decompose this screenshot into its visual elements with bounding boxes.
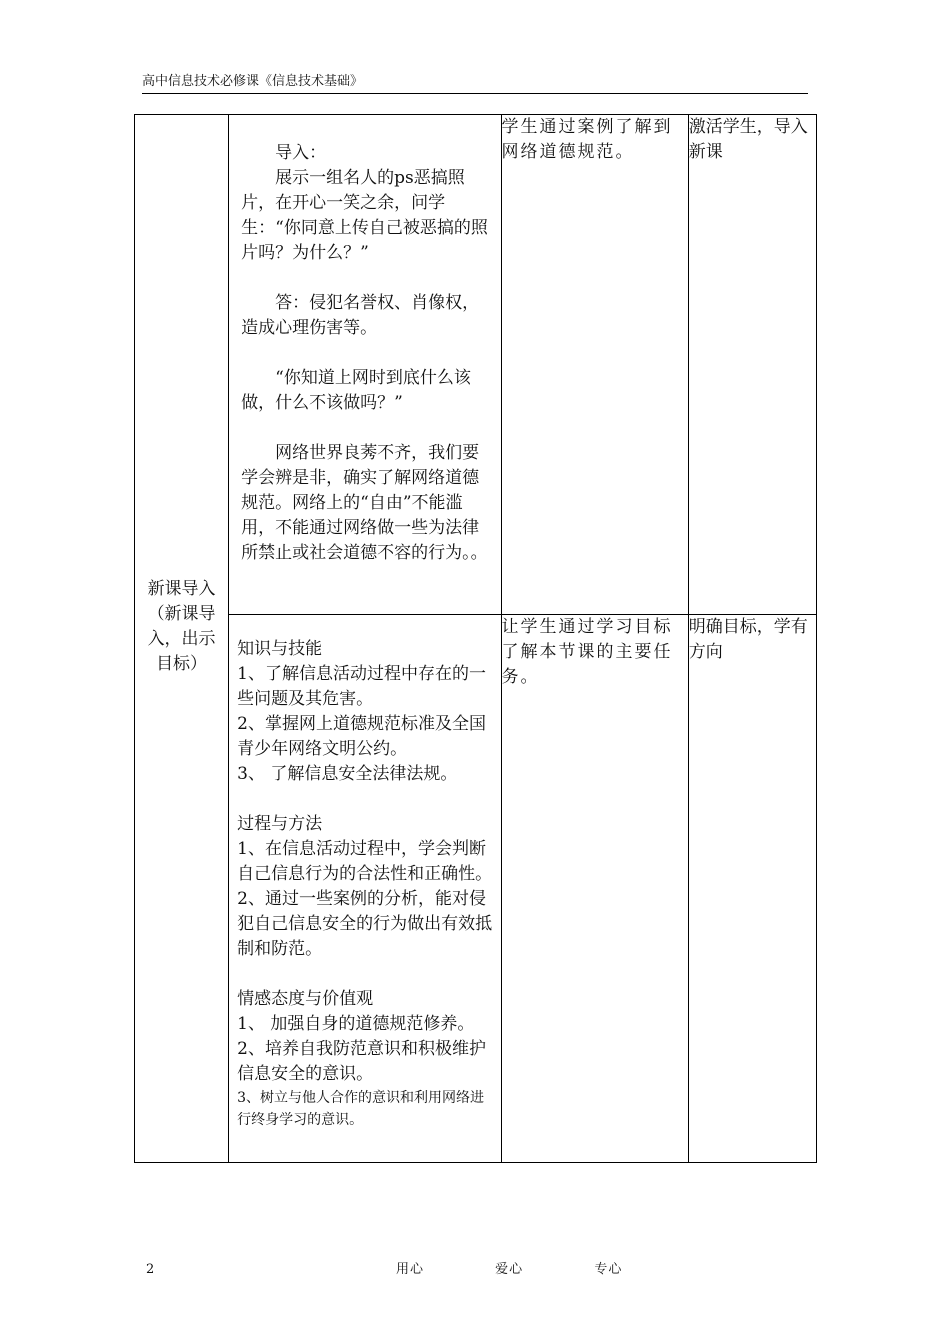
goal-heading: 情感态度与价值观 <box>237 989 374 1009</box>
goal-heading: 过程与方法 <box>237 814 323 834</box>
design-purpose-text: 激活学生，导入新课 <box>688 117 808 162</box>
intro-paragraph: 展示一组名人的ps恶搞照片，在开心一笑之余，问学生：“你同意上传自己被恶搞的照片吗？为什么？” <box>241 168 488 263</box>
student-cell-goals <box>501 615 688 1163</box>
goal-heading: 知识与技能 <box>237 639 323 659</box>
table-row-intro <box>135 115 817 615</box>
page-header <box>142 74 808 94</box>
stage-line: （新课导 <box>147 604 216 624</box>
footer-motto <box>396 1258 658 1277</box>
goal-item: 2、掌握网上道德规范标准及全国青少年网络文明公约。 <box>237 714 486 759</box>
lesson-table <box>134 114 817 1163</box>
goal-item: 2、通过一些案例的分析，能对侵犯自己信息安全的行为做出有效抵制和防范。 <box>237 889 493 959</box>
goal-item: 3、 了解信息安全法律法规。 <box>237 764 458 784</box>
intro-answer: 答：侵犯名誉权、肖像权，造成心理伤害等。 <box>241 293 480 338</box>
stage-line: 入，出示 <box>147 629 216 649</box>
content-cell-intro <box>229 115 501 615</box>
purpose-cell-goals <box>688 615 816 1163</box>
page-number: 2 <box>146 1262 155 1277</box>
header-title: 高中信息技术必修课《信息技术基础》 <box>142 74 364 89</box>
goal-item: 3、树立与他人合作的意识和利用网络进行终身学习的意识。 <box>237 1090 485 1128</box>
motto-word: 专心 <box>594 1262 623 1277</box>
motto-word: 爱心 <box>495 1262 524 1277</box>
intro-lead: 导入： <box>275 143 327 163</box>
stage-line: 目标） <box>156 654 208 674</box>
student-activity-text: 让学生通过学习目标了解本节课的主要任务。 <box>501 617 673 687</box>
student-activity-text: 学生通过案例了解到网络道德规范。 <box>501 117 673 162</box>
content-cell-goals <box>229 615 501 1163</box>
intro-question: “你知道上网时到底什么该做，什么不该做吗？” <box>241 368 471 413</box>
goal-item: 1、了解信息活动过程中存在的一些问题及其危害。 <box>237 664 486 709</box>
goal-item: 1、 加强自身的道德规范修养。 <box>237 1014 475 1034</box>
purpose-cell-intro <box>688 115 816 615</box>
motto-word: 用心 <box>396 1262 425 1277</box>
stage-cell <box>135 115 229 1163</box>
design-purpose-text: 明确目标，学有方向 <box>688 617 808 662</box>
intro-summary: 网络世界良莠不齐，我们要学会辨是非，确实了解网络道德规范。网络上的“自由”不能滥用，不能通过网络做一些为法律所禁止或社会道德不容的行为。。 <box>241 443 488 563</box>
goal-item: 2、培养自我防范意识和积极维护信息安全的意识。 <box>237 1039 486 1084</box>
table-row-goals <box>135 615 817 1163</box>
student-cell-intro <box>501 115 688 615</box>
goal-item: 1、在信息活动过程中，学会判断自己信息行为的合法性和正确性。 <box>237 839 493 884</box>
stage-line: 新课导入 <box>147 579 216 599</box>
